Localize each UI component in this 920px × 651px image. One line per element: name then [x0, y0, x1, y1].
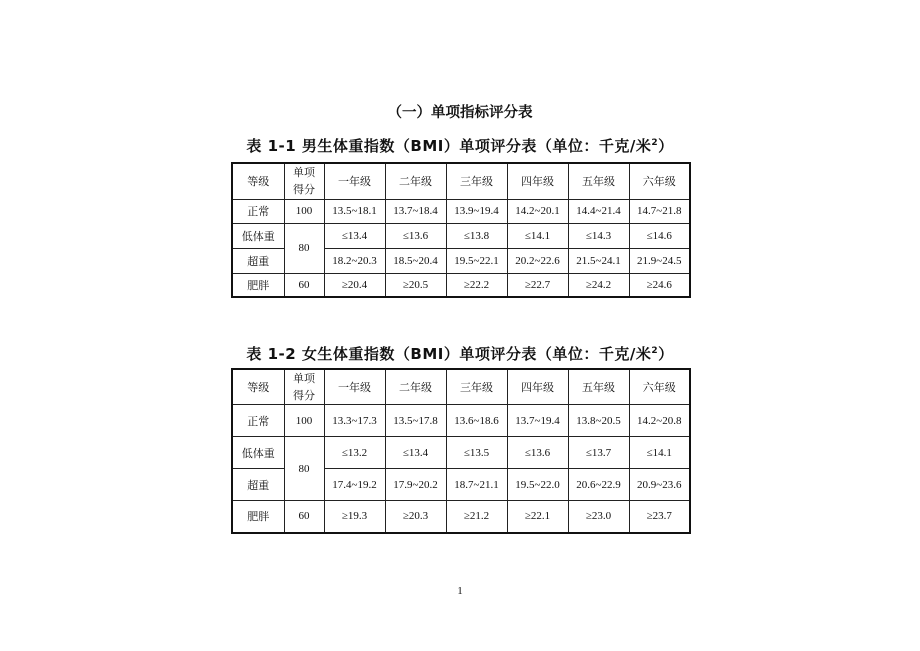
cell: ≤14.1 — [629, 437, 690, 469]
header-year-6: 六年级 — [629, 163, 690, 199]
cell: ≥23.0 — [568, 501, 629, 533]
cell: ≤13.2 — [324, 437, 385, 469]
header-score: 单项 得分 — [284, 369, 324, 405]
table-header-row — [232, 163, 690, 199]
row-grade: 正常 — [232, 199, 284, 223]
row-grade: 低体重 — [232, 437, 284, 469]
cell: ≥23.7 — [629, 501, 690, 533]
table-header-row — [232, 369, 690, 405]
cell: 13.5~17.8 — [385, 405, 446, 437]
cell: ≥22.2 — [446, 273, 507, 297]
header-year-2: 二年级 — [385, 369, 446, 405]
cell: ≤13.7 — [568, 437, 629, 469]
cell: 13.7~18.4 — [385, 199, 446, 223]
cell: 14.2~20.1 — [507, 199, 568, 223]
row-grade: 正常 — [232, 405, 284, 437]
cell: ≤14.1 — [507, 223, 568, 248]
cell: 20.2~22.6 — [507, 248, 568, 273]
cell: 14.7~21.8 — [629, 199, 690, 223]
cell: 19.5~22.0 — [507, 469, 568, 501]
cell: 14.2~20.8 — [629, 405, 690, 437]
header-grade: 等级 — [232, 163, 284, 199]
cell: ≤13.4 — [385, 437, 446, 469]
header-year-3: 三年级 — [446, 163, 507, 199]
cell: ≤13.6 — [385, 223, 446, 248]
header-year-5: 五年级 — [568, 163, 629, 199]
table-row — [232, 223, 690, 248]
cell: ≥24.2 — [568, 273, 629, 297]
table-row — [232, 273, 690, 297]
cell: 14.4~21.4 — [568, 199, 629, 223]
cell: ≤13.5 — [446, 437, 507, 469]
cell: ≤14.6 — [629, 223, 690, 248]
cell: 18.7~21.1 — [446, 469, 507, 501]
table-2-caption — [0, 343, 920, 364]
bmi-table-boys — [231, 162, 691, 298]
table-1-caption-sup: 2 — [651, 138, 659, 148]
table-1-caption — [0, 135, 920, 156]
row-score: 100 — [284, 405, 324, 437]
row-grade: 低体重 — [232, 223, 284, 248]
cell: 13.3~17.3 — [324, 405, 385, 437]
table-row — [232, 199, 690, 223]
table-1-caption-end: ） — [658, 137, 674, 155]
row-score: 100 — [284, 199, 324, 223]
cell: 13.5~18.1 — [324, 199, 385, 223]
table-row — [232, 405, 690, 437]
page-number: 1 — [457, 585, 463, 597]
header-year-6: 六年级 — [629, 369, 690, 405]
cell: ≤13.4 — [324, 223, 385, 248]
cell: 13.6~18.6 — [446, 405, 507, 437]
row-score: 60 — [284, 501, 324, 533]
header-year-1: 一年级 — [324, 163, 385, 199]
cell: ≥20.3 — [385, 501, 446, 533]
cell: ≥19.3 — [324, 501, 385, 533]
cell: 18.2~20.3 — [324, 248, 385, 273]
header-year-3: 三年级 — [446, 369, 507, 405]
cell: ≤13.6 — [507, 437, 568, 469]
cell: 13.7~19.4 — [507, 405, 568, 437]
header-year-4: 四年级 — [507, 369, 568, 405]
cell: 17.4~19.2 — [324, 469, 385, 501]
section-title: （一）单项指标评分表 — [387, 105, 533, 121]
cell: ≥22.1 — [507, 501, 568, 533]
row-grade: 肥胖 — [232, 501, 284, 533]
cell: ≥20.5 — [385, 273, 446, 297]
table-2-caption-end: ） — [658, 345, 674, 363]
cell: ≤13.8 — [446, 223, 507, 248]
table-1-caption-text: 表 1-1 男生体重指数（BMI）单项评分表（单位：千克/米 — [246, 137, 652, 155]
cell: 20.6~22.9 — [568, 469, 629, 501]
row-score: 80 — [284, 437, 324, 501]
row-score: 80 — [284, 223, 324, 273]
row-score: 60 — [284, 273, 324, 297]
cell: ≥21.2 — [446, 501, 507, 533]
table-2-caption-sup: 2 — [651, 346, 659, 356]
cell: 17.9~20.2 — [385, 469, 446, 501]
cell: 21.5~24.1 — [568, 248, 629, 273]
header-year-5: 五年级 — [568, 369, 629, 405]
cell: 20.9~23.6 — [629, 469, 690, 501]
row-grade: 超重 — [232, 469, 284, 501]
cell: 13.9~19.4 — [446, 199, 507, 223]
table-2-caption-text: 表 1-2 女生体重指数（BMI）单项评分表（单位：千克/米 — [246, 345, 652, 363]
row-grade: 肥胖 — [232, 273, 284, 297]
header-year-4: 四年级 — [507, 163, 568, 199]
cell: 18.5~20.4 — [385, 248, 446, 273]
cell: 21.9~24.5 — [629, 248, 690, 273]
row-grade: 超重 — [232, 248, 284, 273]
header-grade: 等级 — [232, 369, 284, 405]
table-row — [232, 437, 690, 469]
header-score: 单项 得分 — [284, 163, 324, 199]
bmi-table-girls — [231, 368, 691, 534]
header-year-2: 二年级 — [385, 163, 446, 199]
cell: ≥24.6 — [629, 273, 690, 297]
header-year-1: 一年级 — [324, 369, 385, 405]
cell: ≥22.7 — [507, 273, 568, 297]
cell: 13.8~20.5 — [568, 405, 629, 437]
cell: ≥20.4 — [324, 273, 385, 297]
cell: ≤14.3 — [568, 223, 629, 248]
table-row — [232, 501, 690, 533]
cell: 19.5~22.1 — [446, 248, 507, 273]
